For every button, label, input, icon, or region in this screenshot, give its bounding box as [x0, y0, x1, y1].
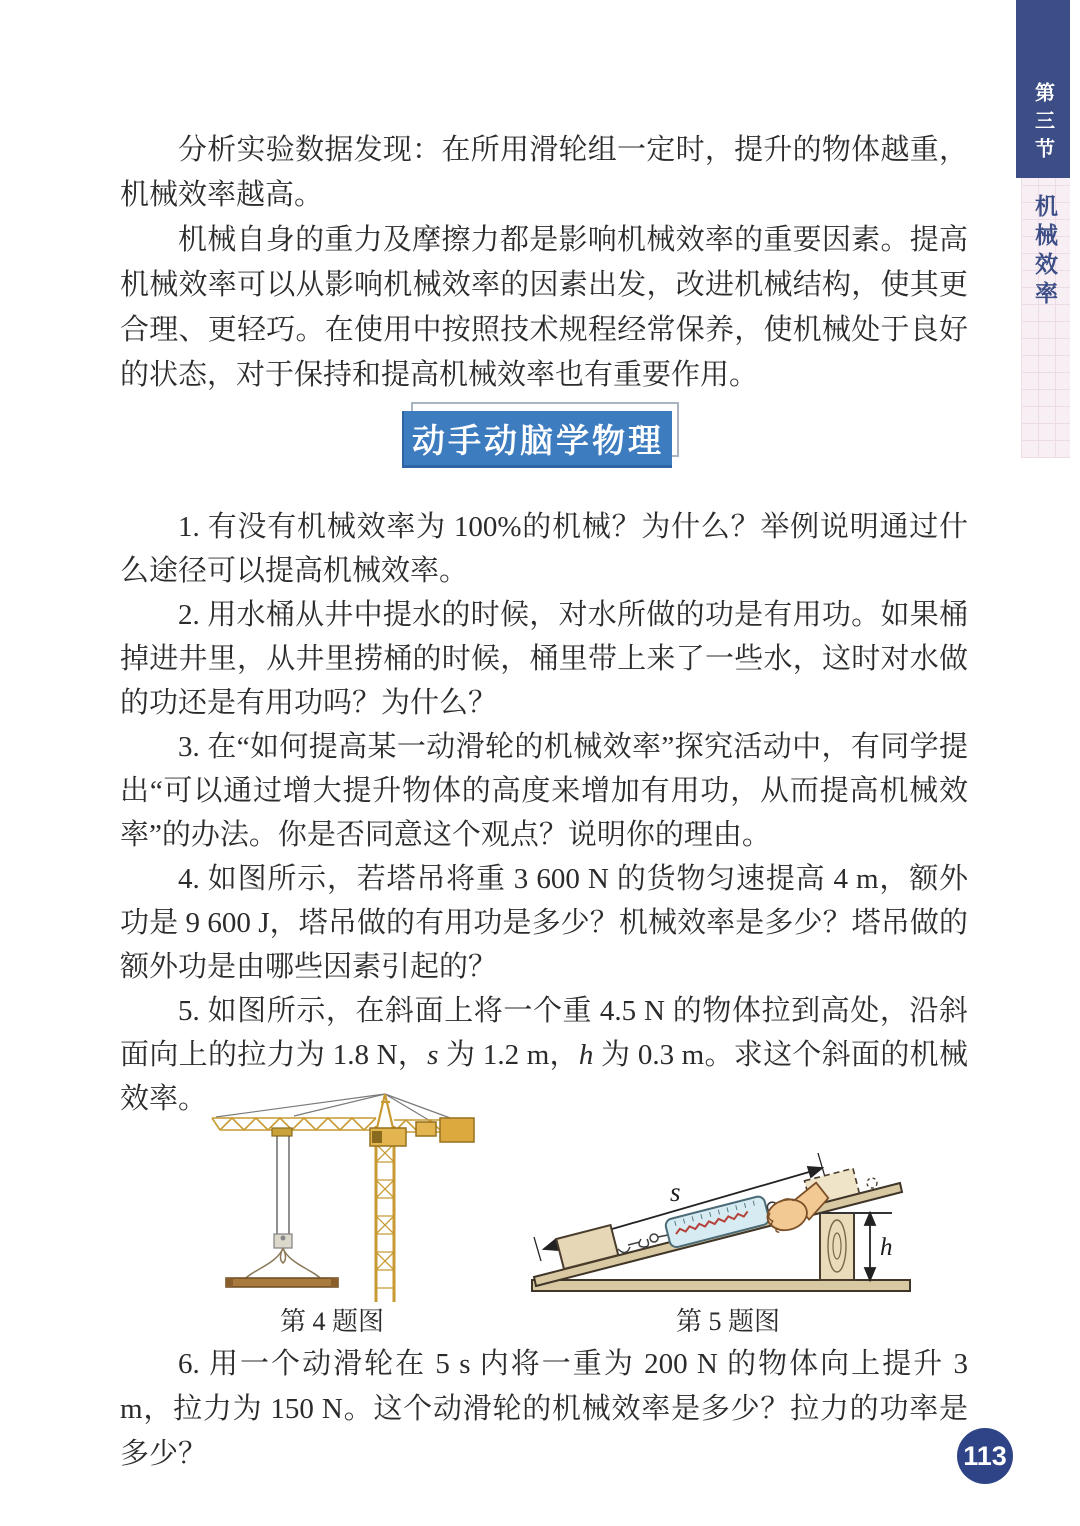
figure-incline [528, 1139, 928, 1338]
intro-block [120, 128, 968, 398]
question-6-block [120, 1342, 968, 1477]
questions-block [120, 505, 968, 1121]
h-arrow [865, 1213, 875, 1280]
crane-pulley [281, 1236, 286, 1241]
crane-sling [244, 1248, 322, 1280]
h-label: h [880, 1234, 893, 1261]
base-board [532, 1280, 910, 1291]
crane-illustration [182, 1084, 482, 1304]
question-item-6: 6. 用一个动滑轮在 5 s 内将一重为 200 N 的物体向上提升 3 m，拉力为 150 N。这个动滑轮的机械效率是多少？拉力的功率是多少？ [120, 1348, 968, 1470]
crane-tower [376, 1126, 394, 1302]
spring-scale [664, 1192, 781, 1248]
crane-cab-window [372, 1131, 382, 1143]
question-5-text: 为 1.2 m， [438, 1039, 579, 1071]
crane-load-end-left [226, 1278, 233, 1287]
page-number-badge [957, 1428, 1013, 1484]
sidebar-section-label: 第三节 [1031, 82, 1054, 166]
figure-caption-4: 第 4 题图 [279, 1307, 384, 1336]
section-header [402, 402, 684, 472]
section-header-title: 动手动脑学物理 [412, 421, 664, 459]
variable-h: h [578, 1039, 594, 1071]
sidebar-chapter-title: 机械效率 [1032, 194, 1058, 310]
question-5-text: 为 0.3 m。求这个斜面的机械效率。 [120, 1039, 968, 1115]
crane-apex [377, 1094, 393, 1128]
intro-paragraph-1: 分析实验数据发现：在所用滑轮组一定时，提升的物体越重，机械效率越高。 [120, 134, 968, 211]
question-item-4: 4. 如图所示，若塔吊将重 3 600 N 的货物匀速提高 4 m，额外功是 9 600 J，塔吊做的有用功是多少？机械效率是多少？塔吊做的额外功是由哪些因素引起的？ [120, 863, 968, 983]
intro-paragraph-2: 机械自身的重力及摩擦力都是影响机械效率的重要因素。提高机械效率可以从影响机械效率的因素出发，改进机械结构，使其更合理、更轻巧。在使用中按照技术规程经常保养，使机械处于良好的状态，对于保持和提高机械效率也有重要作用。 [120, 224, 968, 391]
sidebar-chapter-strip [1021, 178, 1070, 458]
crane-load-end-right [331, 1278, 338, 1287]
question-5-text: 5. 如图所示，在斜面上将一个重 4.5 N 的物体拉到高处，沿斜面向上的拉力为 1.8 N， [120, 995, 968, 1071]
incline-illustration [528, 1139, 928, 1304]
figure-crane [182, 1084, 482, 1338]
section-header-box [402, 411, 672, 468]
crane-load-beam [226, 1278, 338, 1287]
crane-machinery [416, 1122, 436, 1136]
crane-trolley [272, 1128, 292, 1136]
s-label: s [670, 1177, 681, 1207]
figures-row [120, 1082, 968, 1338]
question-item-3: 3. 在“如何提高某一动滑轮的机械效率”探究活动中，有同学提出“可以通过增大提升物体的高度来增加有用功，从而提高机械效率”的办法。你是否同意这个观点？说明你的理由。 [120, 731, 968, 851]
crane-counterweight [440, 1118, 474, 1142]
crane-tie-cables [216, 1094, 472, 1126]
question-item-1: 1. 有没有机械效率为 100%的机械？为什么？举例说明通过什么途径可以提高机械效率。 [120, 511, 968, 587]
page-number: 113 [963, 1440, 1007, 1471]
crane-hoist-cables [277, 1136, 289, 1234]
crane-jib [212, 1118, 376, 1130]
variable-s: s [427, 1039, 439, 1071]
sidebar-section-tab [1016, 0, 1070, 178]
figure-caption-5: 第 5 题图 [675, 1307, 780, 1336]
support-post [820, 1213, 854, 1280]
question-item-2: 2. 用水桶从井中提水的时候，对水所做的功是有用功。如果桶掉进井里，从井里捞桶的时候，桶里带上来了一些水，这时对水做的功还是有用功吗？为什么？ [120, 599, 968, 719]
